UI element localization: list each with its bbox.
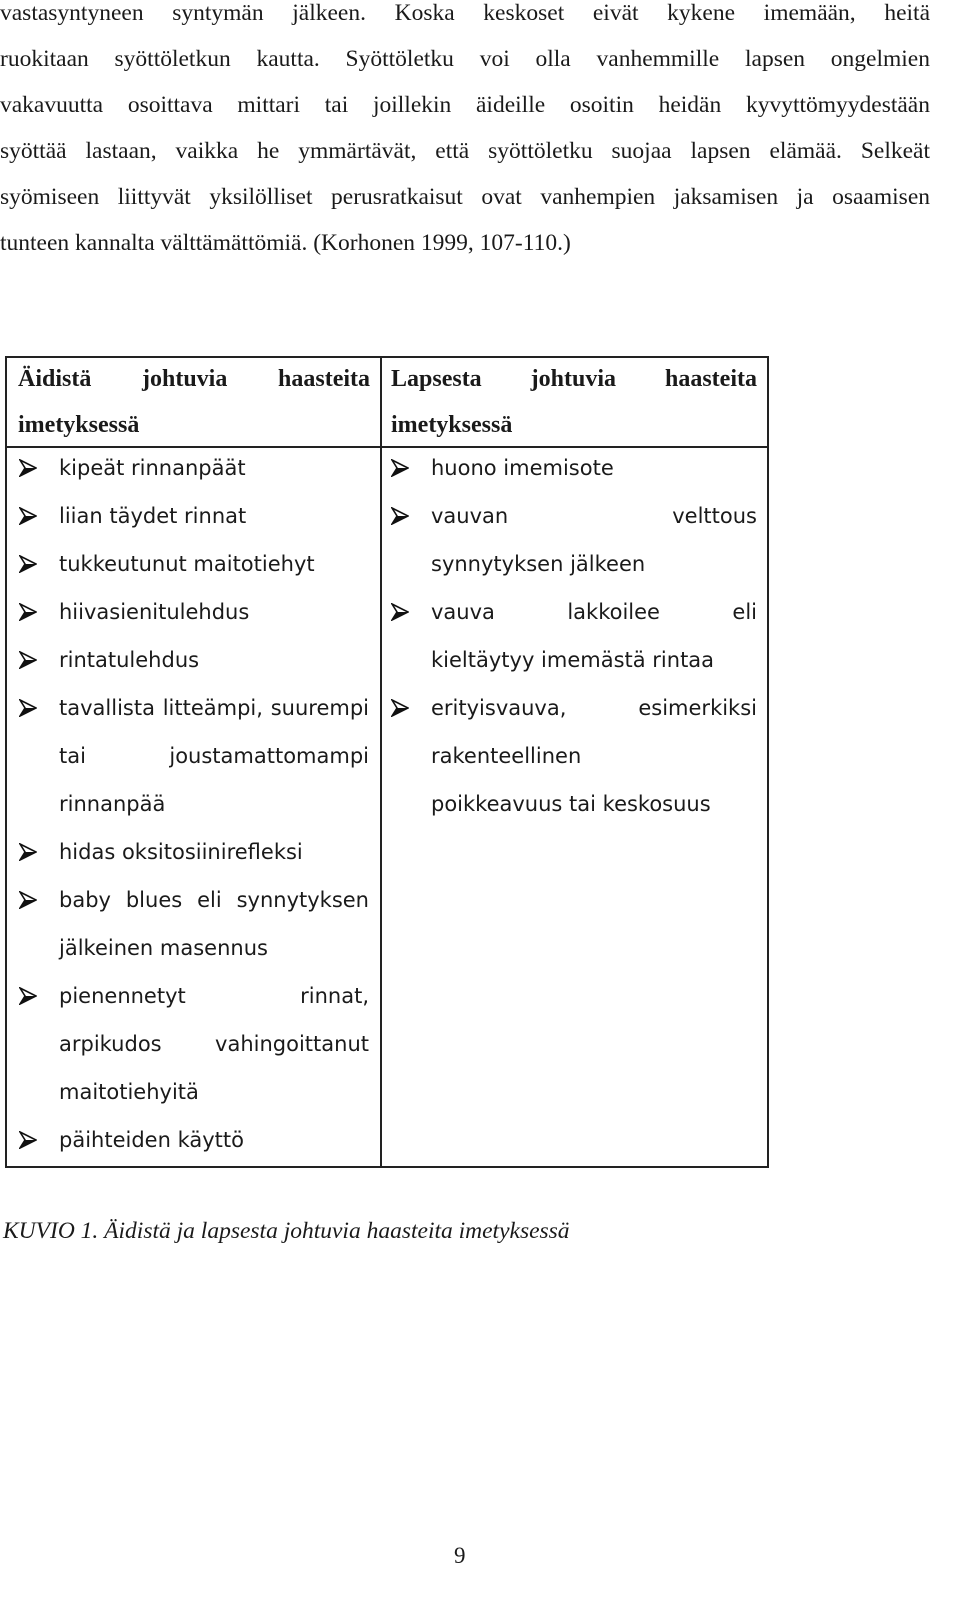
list-item-text: vauva lakkoilee eli xyxy=(431,600,757,624)
list-item xyxy=(391,588,757,684)
child-challenges-list xyxy=(391,444,757,828)
list-item-text: rakenteellinen xyxy=(431,744,582,768)
arrow-bullet-icon xyxy=(19,636,45,684)
intro-line: vastasyntyneen syntymän jälkeen. Koska keskoset eivät kykene imemään, heitä xyxy=(0,0,930,26)
list-item-text: tavallista litteämpi, suurempi xyxy=(59,696,369,720)
list-item-text: liian täydet rinnat xyxy=(59,504,247,528)
list-item-text: kipeät rinnanpäät xyxy=(59,456,246,480)
list-item-text: huono imemisote xyxy=(431,456,614,480)
list-item-text: jälkeinen masennus xyxy=(59,936,268,960)
list-item xyxy=(19,444,369,492)
intro-line: tunteen kannalta välttämättömiä. (Korhonen 1999, 107-110.) xyxy=(0,230,571,256)
intro-line: syömiseen liittyvät yksilölliset perusratkaisut ovat vanhempien jaksamisen ja osaamisen xyxy=(0,184,930,210)
list-item-text: poikkeavuus tai keskosuus xyxy=(431,792,711,816)
list-item xyxy=(19,1116,369,1164)
arrow-bullet-icon xyxy=(19,588,45,636)
page-number: 9 xyxy=(454,1543,466,1568)
arrow-bullet-icon xyxy=(391,588,417,636)
header-line: imetyksessä xyxy=(18,412,140,438)
arrow-bullet-icon xyxy=(19,492,45,540)
list-item-text: tai joustamattomampi xyxy=(59,744,369,768)
list-item xyxy=(391,684,757,828)
child-challenges-header xyxy=(391,356,757,448)
arrow-bullet-icon xyxy=(391,684,417,732)
arrow-bullet-icon xyxy=(19,972,45,1020)
arrow-bullet-icon xyxy=(19,876,45,924)
list-item-text: hiivasienitulehdus xyxy=(59,600,250,624)
list-item-text: baby blues eli synnytyksen xyxy=(59,888,369,912)
list-item-text: hidas oksitosiinirefleksi xyxy=(59,840,303,864)
intro-line: ruokitaan syöttöletkun kautta. Syöttöletku voi olla vanhemmille lapsen ongelmien xyxy=(0,46,930,72)
list-item xyxy=(19,636,369,684)
arrow-bullet-icon xyxy=(19,684,45,732)
challenges-table xyxy=(5,356,769,1168)
intro-paragraph xyxy=(0,0,930,266)
list-item-text: päihteiden käyttö xyxy=(59,1128,244,1152)
list-item xyxy=(391,492,757,588)
list-item-text: maitotiehyitä xyxy=(59,1080,199,1104)
list-item xyxy=(19,828,369,876)
list-item-text: pienennetyt rinnat, xyxy=(59,984,369,1008)
figure-caption: KUVIO 1. Äidistä ja lapsesta johtuvia haasteita imetyksessä xyxy=(3,1218,570,1244)
list-item-text: rintatulehdus xyxy=(59,648,200,672)
list-item xyxy=(19,588,369,636)
list-item-text: synnytyksen jälkeen xyxy=(431,552,646,576)
header-line: Lapsesta johtuvia haasteita xyxy=(391,366,757,392)
list-item xyxy=(19,684,369,828)
arrow-bullet-icon xyxy=(19,540,45,588)
list-item xyxy=(19,540,369,588)
header-line: Äidistä johtuvia haasteita xyxy=(18,366,370,392)
list-item xyxy=(19,492,369,540)
list-item-text: kieltäytyy imemästä rintaa xyxy=(431,648,715,672)
list-item xyxy=(19,972,369,1116)
arrow-bullet-icon xyxy=(391,492,417,540)
arrow-bullet-icon xyxy=(19,828,45,876)
mother-challenges-list xyxy=(19,444,369,1164)
list-item-text: rinnanpää xyxy=(59,792,166,816)
intro-line: syöttää lastaan, vaikka he ymmärtävät, että syöttöletku suojaa lapsen elämää. Selkeät xyxy=(0,138,930,164)
list-item-text: tukkeutunut maitotiehyt xyxy=(59,552,315,576)
list-item-text: vauvan velttous xyxy=(431,504,757,528)
list-item-text: arpikudos vahingoittanut xyxy=(59,1032,369,1056)
intro-line: vakavuutta osoittava mittari tai joillekin äideille osoitin heidän kyvyttömyydestään xyxy=(0,92,930,118)
header-line: imetyksessä xyxy=(391,412,513,438)
column-divider xyxy=(380,358,382,1166)
list-item xyxy=(19,876,369,972)
list-item-text: erityisvauva, esimerkiksi xyxy=(431,696,757,720)
mother-challenges-header xyxy=(18,356,370,448)
arrow-bullet-icon xyxy=(391,444,417,492)
arrow-bullet-icon xyxy=(19,1116,45,1164)
arrow-bullet-icon xyxy=(19,444,45,492)
list-item xyxy=(391,444,757,492)
